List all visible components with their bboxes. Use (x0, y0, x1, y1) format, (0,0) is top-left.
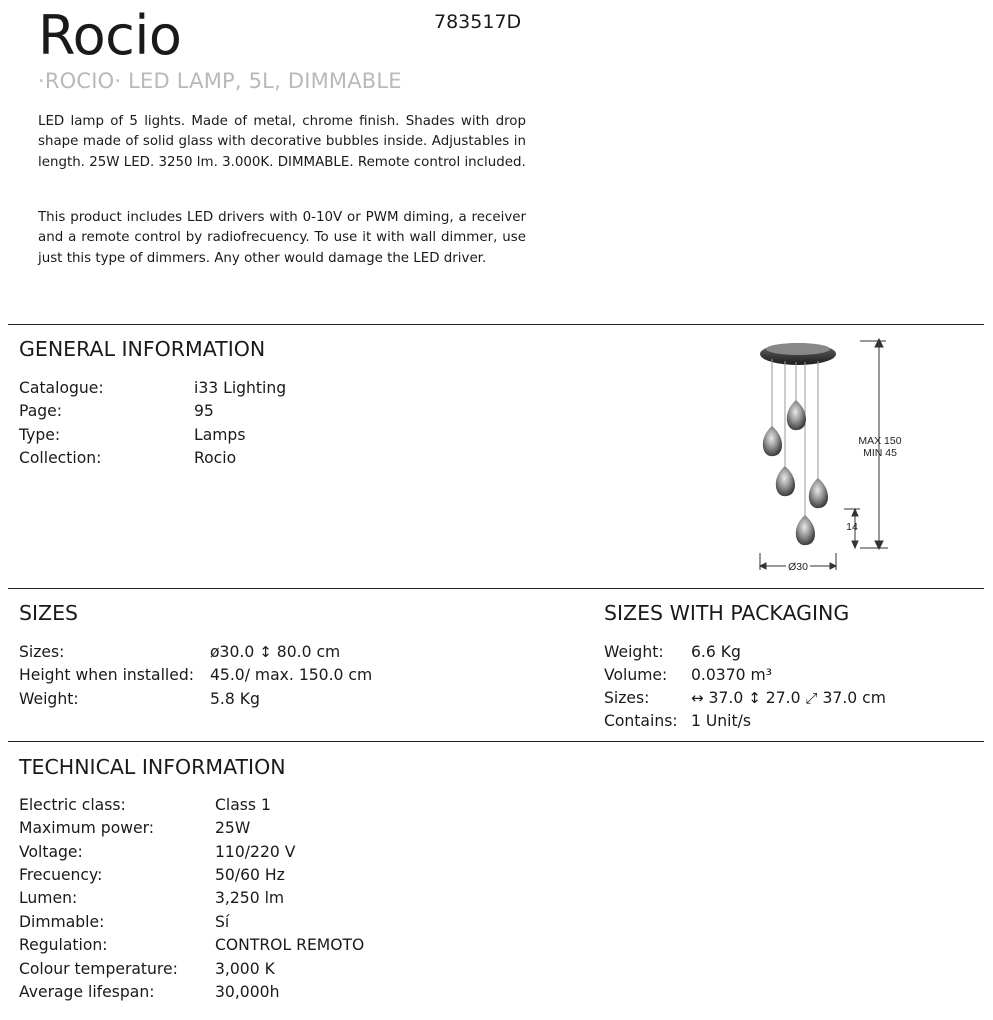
lumen-label: Lumen: (19, 889, 78, 907)
glass-shade (776, 466, 795, 496)
packaging-sizes-label: Sizes: (604, 689, 650, 707)
divider (8, 741, 984, 742)
packaging-height: 27.0 (765, 689, 801, 707)
average-lifespan-label: Average lifespan: (19, 983, 155, 1001)
general-collection-value: Rocio (194, 449, 237, 467)
glass-shade (796, 515, 815, 545)
packaging-width: 37.0 (708, 689, 744, 707)
packaging-contains-label: Contains: (604, 712, 678, 730)
vertical-arrow-icon: ↕ (748, 689, 761, 707)
packaging-contains-value: 1 Unit/s (691, 712, 751, 730)
regulation-value: CONTROL REMOTO (215, 936, 365, 954)
diagonal-arrow-icon: ⤢ (805, 689, 818, 707)
frecuency-label: Frecuency: (19, 866, 103, 884)
shade-height-label: 14 (846, 521, 858, 533)
general-catalogue-value: i33 Lighting (194, 379, 287, 397)
maximum-power-label: Maximum power: (19, 819, 154, 837)
product-subtitle: ·ROCIO· LED LAMP, 5L, DIMMABLE (38, 69, 402, 93)
general-collection-label: Collection: (19, 449, 102, 467)
lamp-dimension-drawing (748, 334, 908, 578)
general-catalogue-label: Catalogue: (19, 379, 104, 397)
sizes-weight-label: Weight: (19, 690, 79, 708)
frecuency-value: 50/60 Hz (215, 866, 285, 884)
product-title: Rocio (38, 4, 182, 67)
dimmable-value: Sí (215, 913, 230, 931)
packaging-weight-label: Weight: (604, 643, 664, 661)
glass-shade (787, 400, 806, 430)
canopy (760, 343, 836, 365)
general-type-label: Type: (19, 426, 61, 444)
glass-shade (763, 426, 782, 456)
maximum-power-value: 25W (215, 819, 251, 837)
packaging-heading: SIZES WITH PACKAGING (604, 601, 850, 625)
packaging-weight-value: 6.6 Kg (691, 643, 741, 661)
technical-information-heading: TECHNICAL INFORMATION (19, 755, 286, 779)
height-installed-label: Height when installed: (19, 666, 194, 684)
general-page-label: Page: (19, 402, 63, 420)
voltage-label: Voltage: (19, 843, 83, 861)
divider (8, 588, 984, 589)
diameter-label: Ø30 (788, 561, 808, 573)
electric-class-label: Electric class: (19, 796, 126, 814)
voltage-value: 110/220 V (215, 843, 296, 861)
horizontal-arrow-icon: ↔ (691, 689, 704, 707)
dimmable-label: Dimmable: (19, 913, 105, 931)
sizes-weight-value: 5.8 Kg (210, 690, 260, 708)
height-label-max: MAX 150 (858, 435, 902, 447)
general-information-heading: GENERAL INFORMATION (19, 337, 266, 361)
height-installed-value: 45.0/ max. 150.0 cm (210, 666, 373, 684)
vertical-arrow-icon: ↕ (259, 643, 272, 661)
product-reference: 783517D (434, 11, 522, 33)
height-label-min: MIN 45 (863, 447, 897, 459)
average-lifespan-value: 30,000h (215, 983, 280, 1001)
packaging-volume-label: Volume: (604, 666, 668, 684)
packaging-sizes-value (691, 688, 886, 708)
sizes-label: Sizes: (19, 643, 65, 661)
packaging-depth: 37.0 cm (822, 689, 886, 707)
packaging-volume-value: 0.0370 m³ (691, 666, 772, 684)
description-paragraph-2: This product includes LED drivers with 0-10V or PWM diming, a receiver and a remote control by radiofrecuency. To use it with wall dimmer, use just this type of dimmers. Any other would damage the LED driver. (38, 210, 526, 266)
description-paragraph-1: LED lamp of 5 lights. Made of metal, chrome finish. Shades with drop shape made of solid glass with decorative bubbles inside. Adjustables in length. 25W LED. 3250 lm. 3.000K. DIMMABLE. Remote control included. (38, 114, 526, 170)
colour-temperature-value: 3,000 K (215, 960, 275, 978)
sizes-value (210, 642, 340, 662)
general-page-value: 95 (194, 402, 214, 420)
regulation-label: Regulation: (19, 936, 108, 954)
sizes-heading: SIZES (19, 601, 79, 625)
lumen-value: 3,250 lm (215, 889, 285, 907)
diameter-value: ø30.0 (210, 643, 255, 661)
divider (8, 324, 984, 325)
colour-temperature-label: Colour temperature: (19, 960, 178, 978)
general-type-value: Lamps (194, 426, 246, 444)
height-value: 80.0 cm (276, 643, 341, 661)
electric-class-value: Class 1 (215, 796, 271, 814)
glass-shade (809, 478, 828, 508)
